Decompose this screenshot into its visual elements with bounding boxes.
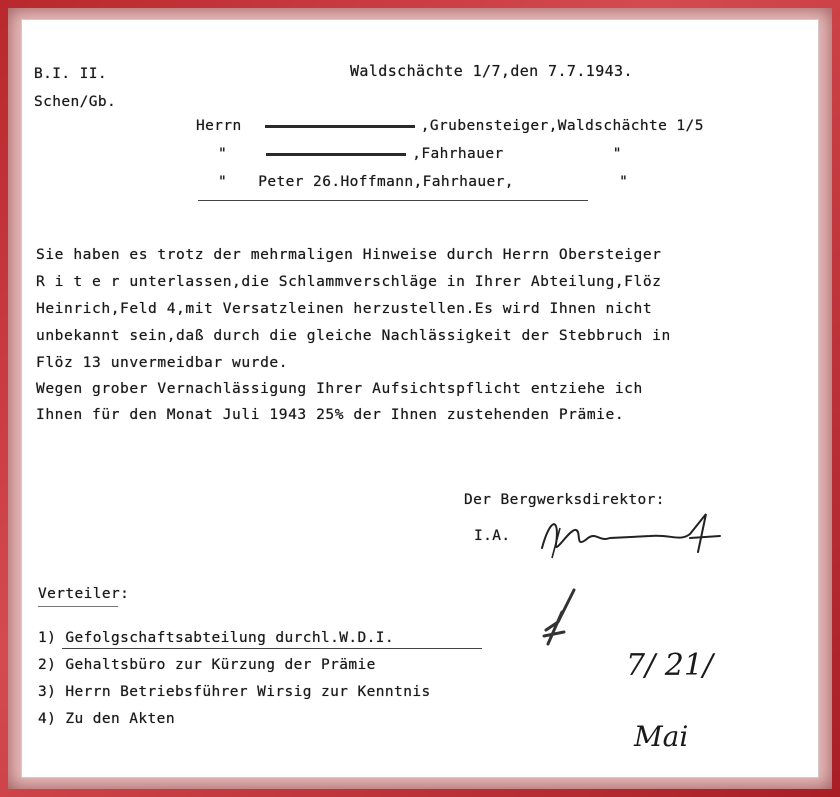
reference-line-1: B.I. II. (34, 66, 108, 82)
redaction-bar (265, 125, 415, 128)
addressee-3-name: Peter 26.Hoffmann,Fahrhauer, (258, 174, 514, 190)
body-line-5: Flöz 13 unvermeidbar wurde. (36, 354, 289, 371)
distribution-item-2: 2) Gehaltsbüro zur Kürzung der Prämie (38, 657, 376, 673)
body-line-1: Sie haben es trotz der mehrmaligen Hinweise durch Herrn Obersteiger (36, 246, 662, 263)
body-line-3: Heinrich,Feld 4,mit Versatzleinen herzustellen.Es wird Ihnen nicht (36, 300, 653, 317)
place-date: Waldschächte 1/7,den 7.7.1943. (350, 62, 633, 80)
addressee-1-role: ,Grubensteiger,Waldschächte 1/5 (420, 118, 704, 134)
document-page (22, 20, 818, 777)
addressee-line-2 (218, 146, 622, 162)
distribution-heading-underline (38, 606, 118, 607)
distribution-item-3: 3) Herrn Betriebsführer Wirsig zur Kenntnis (38, 684, 431, 700)
body-line-4: unbekannt sein,daß durch die gleiche Nachlässigkeit der Stebbruch in (36, 327, 671, 344)
handwritten-initials-top: 7/ 21/ (626, 648, 714, 683)
ditto-mark: " (218, 174, 228, 190)
reference-line-2: Schen/Gb. (34, 94, 117, 110)
handwritten-signature (530, 508, 730, 564)
ditto-mark: " (612, 146, 622, 162)
handwritten-checkmark (538, 586, 582, 646)
addressee-line-3 (218, 174, 628, 190)
redaction-bar (266, 153, 406, 156)
ditto-mark: " (619, 174, 629, 190)
distribution-item-1: 1) Gefolgschaftsabteilung durchl.W.D.I. (38, 630, 395, 646)
body-line-7: Ihnen für den Monat Juli 1943 25% der Ihnen zustehenden Prämie. (36, 406, 625, 423)
addressee-line-1 (196, 118, 704, 134)
herrn-label: Herrn (196, 118, 242, 134)
distribution-heading: Verteiler: (38, 586, 130, 602)
signature-title: Der Bergwerksdirektor: (464, 492, 665, 508)
addressee-2-role: ,Fahrhauer (412, 146, 504, 162)
address-underline (198, 200, 588, 201)
ditto-mark: " (218, 146, 228, 162)
signature-ia: I.A. (474, 528, 511, 544)
distribution-item-4: 4) Zu den Akten (38, 711, 175, 727)
body-line-2: R i t e r unterlassen,die Schlammverschläge in Ihrer Abteilung,Flöz (36, 273, 662, 290)
handwritten-initials-bottom: Mai (634, 720, 689, 753)
distribution-item-1-underline (62, 648, 482, 649)
body-line-6: Wegen grober Vernachlässigung Ihrer Aufsichtspflicht entziehe ich (36, 380, 643, 397)
